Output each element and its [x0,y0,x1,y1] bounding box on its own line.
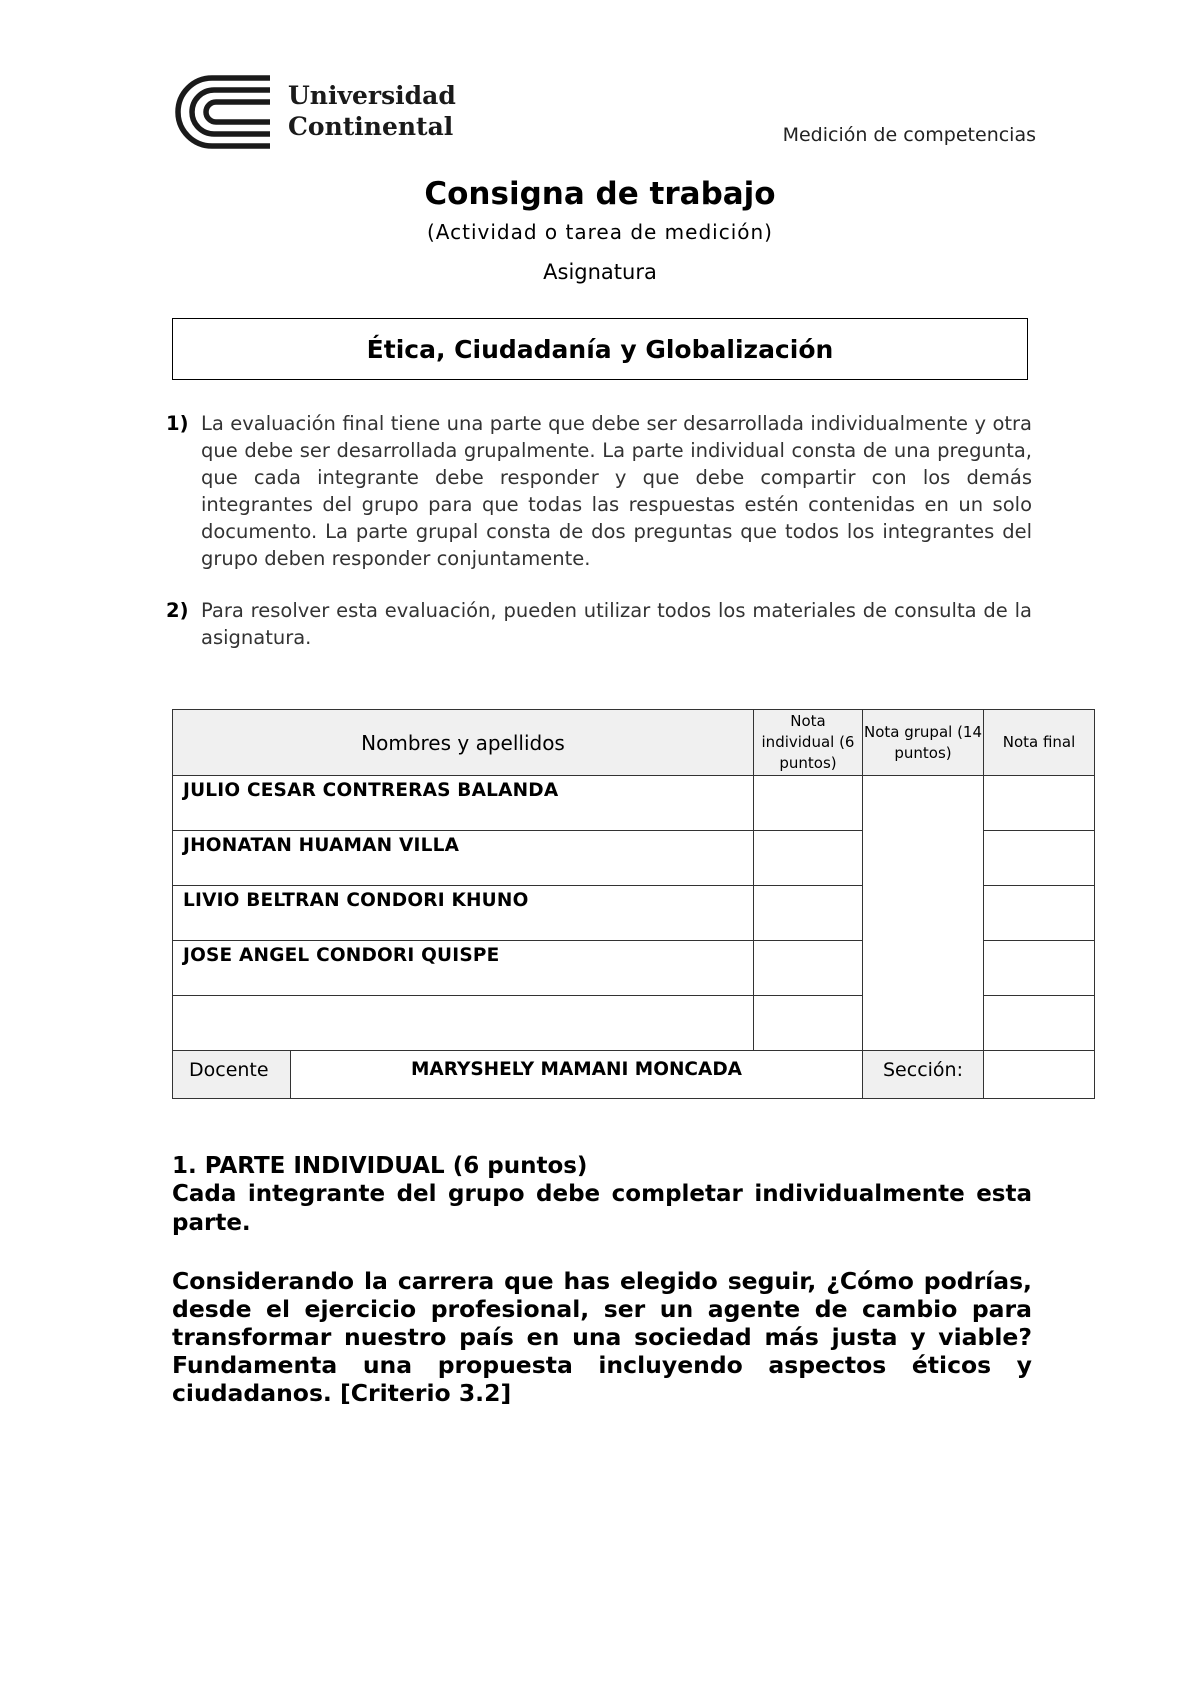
course-name-box [172,318,1028,380]
student-name [173,996,754,1051]
docente-row [173,1051,1095,1099]
part-individual-question: Considerando la carrera que has elegido seguir, ¿Cómo podrías, desde el ejercicio profesional, ser un agente de cambio para transformar nuestro país en una sociedad más justa y viable? Fundamenta una propuesta incluyendo aspectos éticos y ciudadanos. [Criterio 3.2] [172,1267,1032,1407]
page-title: Consigna de trabajo [424,176,776,212]
docente-label: Docente [173,1051,291,1099]
nota-individual-cell[interactable] [754,941,863,996]
nota-final-cell[interactable] [984,776,1095,831]
university-logo-icon [172,74,272,150]
nota-final-cell[interactable] [984,831,1095,886]
page-subtitle: (Actividad o tarea de medición) [427,220,773,244]
seccion-value-cell[interactable] [984,1051,1095,1099]
university-name-line1: Universidad [288,81,456,110]
asignatura-label: Asignatura [543,260,657,284]
instruction-item [166,410,1032,572]
seccion-label: Sección: [863,1051,984,1099]
course-name: Ética, Ciudadanía y Globalización [366,334,834,364]
instruction-text: Para resolver esta evaluación, pueden utilizar todos los materiales de consulta de la asignatura. [201,599,1032,649]
university-name-line2: Continental [288,112,454,141]
nota-grupal-cell[interactable] [863,776,984,1051]
part-individual-heading: 1. PARTE INDIVIDUAL (6 puntos) [172,1153,588,1179]
table-header-row [173,710,1095,776]
instruction-number: 1) [166,412,189,435]
grades-table [172,709,1095,1099]
header-nota-individual: Nota individual (6 puntos) [754,710,863,776]
part-individual-description: Cada integrante del grupo debe completar individualmente esta parte. [172,1181,1032,1236]
university-name [288,80,456,142]
header-nota-grupal: Nota grupal (14 puntos) [863,710,984,776]
header-nota-final: Nota final [984,710,1095,776]
student-name: JHONATAN HUAMAN VILLA [173,831,754,886]
header-names: Nombres y apellidos [173,710,754,776]
student-name: JULIO CESAR CONTRERAS BALANDA [173,776,754,831]
nota-individual-cell[interactable] [754,996,863,1051]
nota-individual-cell[interactable] [754,886,863,941]
docente-name: MARYSHELY MAMANI MONCADA [291,1051,863,1099]
student-name: LIVIO BELTRAN CONDORI KHUNO [173,886,754,941]
instruction-item [166,597,1032,651]
nota-final-cell[interactable] [984,941,1095,996]
header-subtitle: Medición de competencias [782,124,1036,146]
nota-final-cell[interactable] [984,996,1095,1051]
student-name: JOSE ANGEL CONDORI QUISPE [173,941,754,996]
table-row [173,776,1095,831]
instruction-text: La evaluación final tiene una parte que debe ser desarrollada individualmente y otra que debe ser desarrollada grupalmente. La parte individual consta de una pregunta, que cada integrante debe responder y que debe compartir con los demás integrantes del grupo para que todas las respuestas estén contenidas en un solo documento. La parte grupal consta de dos preguntas que todos los integrantes del grupo deben responder conjuntamente. [201,412,1032,570]
nota-individual-cell[interactable] [754,831,863,886]
instruction-number: 2) [166,599,189,622]
nota-final-cell[interactable] [984,886,1095,941]
nota-individual-cell[interactable] [754,776,863,831]
